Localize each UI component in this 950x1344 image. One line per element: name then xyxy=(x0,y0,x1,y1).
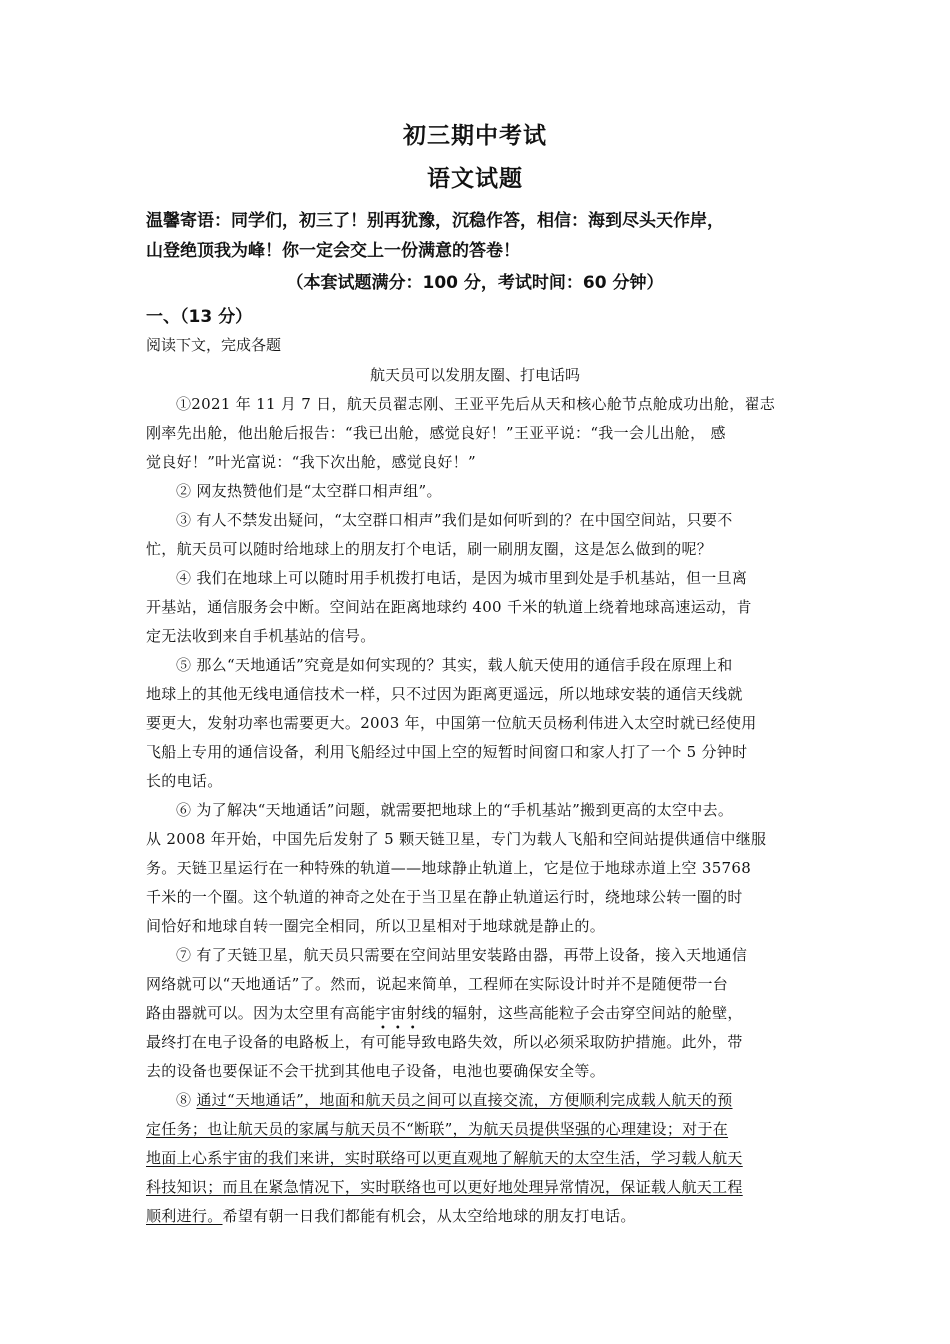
text-line: ③ 有人不禁发出疑问，“太空群口相声”我们是如何听到的？在中国空间站，只要不 xyxy=(176,511,733,529)
text-line: ⑤ 那么“天地通话”究竟是如何实现的？其实，载人航天使用的通信手段在原理上和 xyxy=(176,656,733,674)
text-line: ⑦ 有了天链卫星，航天员只需要在空间站里安装路由器，再带上设备，接入天地通信 xyxy=(176,946,748,964)
greeting-line-1: 温馨寄语：同学们，初三了！别再犹豫，沉稳作答，相信：海到尽头天作岸， xyxy=(146,211,724,231)
para8-line-3: 地面上心系宇宙的我们来讲，实时联络可以更直观地了解航天的太空生活，学习载人航天 xyxy=(146,1149,743,1167)
greeting-line-2: 山登绝顶我为峰！你一定会交上一份满意的答卷！ xyxy=(146,241,520,261)
text-line: 开基站，通信服务会中断。空间站在距离地球约 400 千米的轨道上绕着地球高速运动，肯 xyxy=(146,598,752,616)
emphasis-dots: ••• xyxy=(380,1023,425,1034)
text-line: ② 网友热赞他们是“太空群口相声组”。 xyxy=(176,482,442,500)
text-line: 觉良好！”叶光富说：“我下次出舱，感觉良好！” xyxy=(146,453,476,471)
text-line: 定无法收到来自手机基站的信号。 xyxy=(146,627,376,645)
text-line: 千米的一个圈。这个轨道的神奇之处在于当卫星在静止轨道运行时，绕地球公转一圈的时 xyxy=(146,888,743,906)
text-line: 刚率先出舱，他出舱后报告：“我已出舱，感觉良好！”王亚平说：“我一会儿出舱， 感 xyxy=(146,424,726,442)
para8-line-5 xyxy=(146,1205,636,1226)
text-line: 要更大，发射功率也需要更大。2003 年，中国第一位航天员杨利伟进入太空时就已经使用 xyxy=(146,714,757,732)
text-line: 忙，航天员可以随时给地球上的朋友打个电话，刷一刷朋友圈，这是怎么做到的呢？ xyxy=(146,540,713,558)
article-title: 航天员可以发朋友圈、打电话吗 xyxy=(369,366,580,384)
text-line: 间恰好和地球自转一圈完全相同，所以卫星相对于地球就是静止的。 xyxy=(146,917,606,935)
text-line: ④ 我们在地球上可以随时用手机拨打电话，是因为城市里到处是手机基站，但一旦离 xyxy=(176,569,748,587)
underlined-text: 顺利进行。 xyxy=(146,1207,223,1225)
text-line: 路由器就可以。因为太空里有高能宇宙射线的辐射，这些高能粒子会击穿空间站的舱壁， xyxy=(146,1004,743,1022)
text-line: 长的电话。 xyxy=(146,772,223,790)
text-line: 飞船上专用的通信设备，利用飞船经过中国上空的短暂时间窗口和家人打了一个 5 分钟时 xyxy=(146,743,748,761)
text-line: 最终打在电子设备的电路板上，有可能导致电路失效，所以必须采取防护措施。此外，带 xyxy=(146,1033,743,1051)
para8-line-4: 科技知识；而且在紧急情况下，实时联络也可以更好地处理异常情况，保证载人航天工程 xyxy=(146,1178,743,1196)
para8-line-2: 定任务；也让航天员的家属与航天员不“断联”，为航天员提供坚强的心理建设；对于在 xyxy=(146,1120,729,1138)
text-line: 网络就可以“天地通话”了。然而，说起来简单，工程师在实际设计时并不是随便带一台 xyxy=(146,975,729,993)
para8-line-1 xyxy=(176,1089,733,1110)
text-line: 务。天链卫星运行在一种特殊的轨道——地球静止轨道上，它是位于地球赤道上空 35768 xyxy=(146,859,752,877)
text-line: ⑥ 为了解决“天地通话”问题，就需要把地球上的“手机基站”搬到更高的太空中去。 xyxy=(176,801,734,819)
text-line: 地球上的其他无线电通信技术一样，只不过因为距离更遥远，所以地球安装的通信天线就 xyxy=(146,685,743,703)
para8-rest: 希望有朝一日我们都能有机会，从太空给地球的朋友打电话。 xyxy=(222,1207,636,1225)
para8-number: ⑧ xyxy=(176,1091,197,1109)
exam-title: 初三期中考试 xyxy=(403,123,547,149)
section-heading: 一、（13 分） xyxy=(146,307,253,327)
exam-info: （本套试题满分：100 分，考试时间：60 分钟） xyxy=(286,273,664,293)
text-line: 从 2008 年开始，中国先后发射了 5 颗天链卫星，专门为载人飞船和空间站提供通信中继服 xyxy=(146,830,767,848)
underlined-text: 通过“天地通话”，地面和航天员之间可以直接交流，方便顺利完成载人航天的预 xyxy=(196,1091,733,1109)
text-line: ①2021 年 11 月 7 日，航天员翟志刚、王亚平先后从天和核心舱节点舱成功出舱，翟志 xyxy=(176,395,776,413)
instruction: 阅读下文，完成各题 xyxy=(146,336,282,354)
subject-title: 语文试题 xyxy=(427,166,523,192)
text-line: 去的设备也要保证不会干扰到其他电子设备，电池也要确保安全等。 xyxy=(146,1062,606,1080)
